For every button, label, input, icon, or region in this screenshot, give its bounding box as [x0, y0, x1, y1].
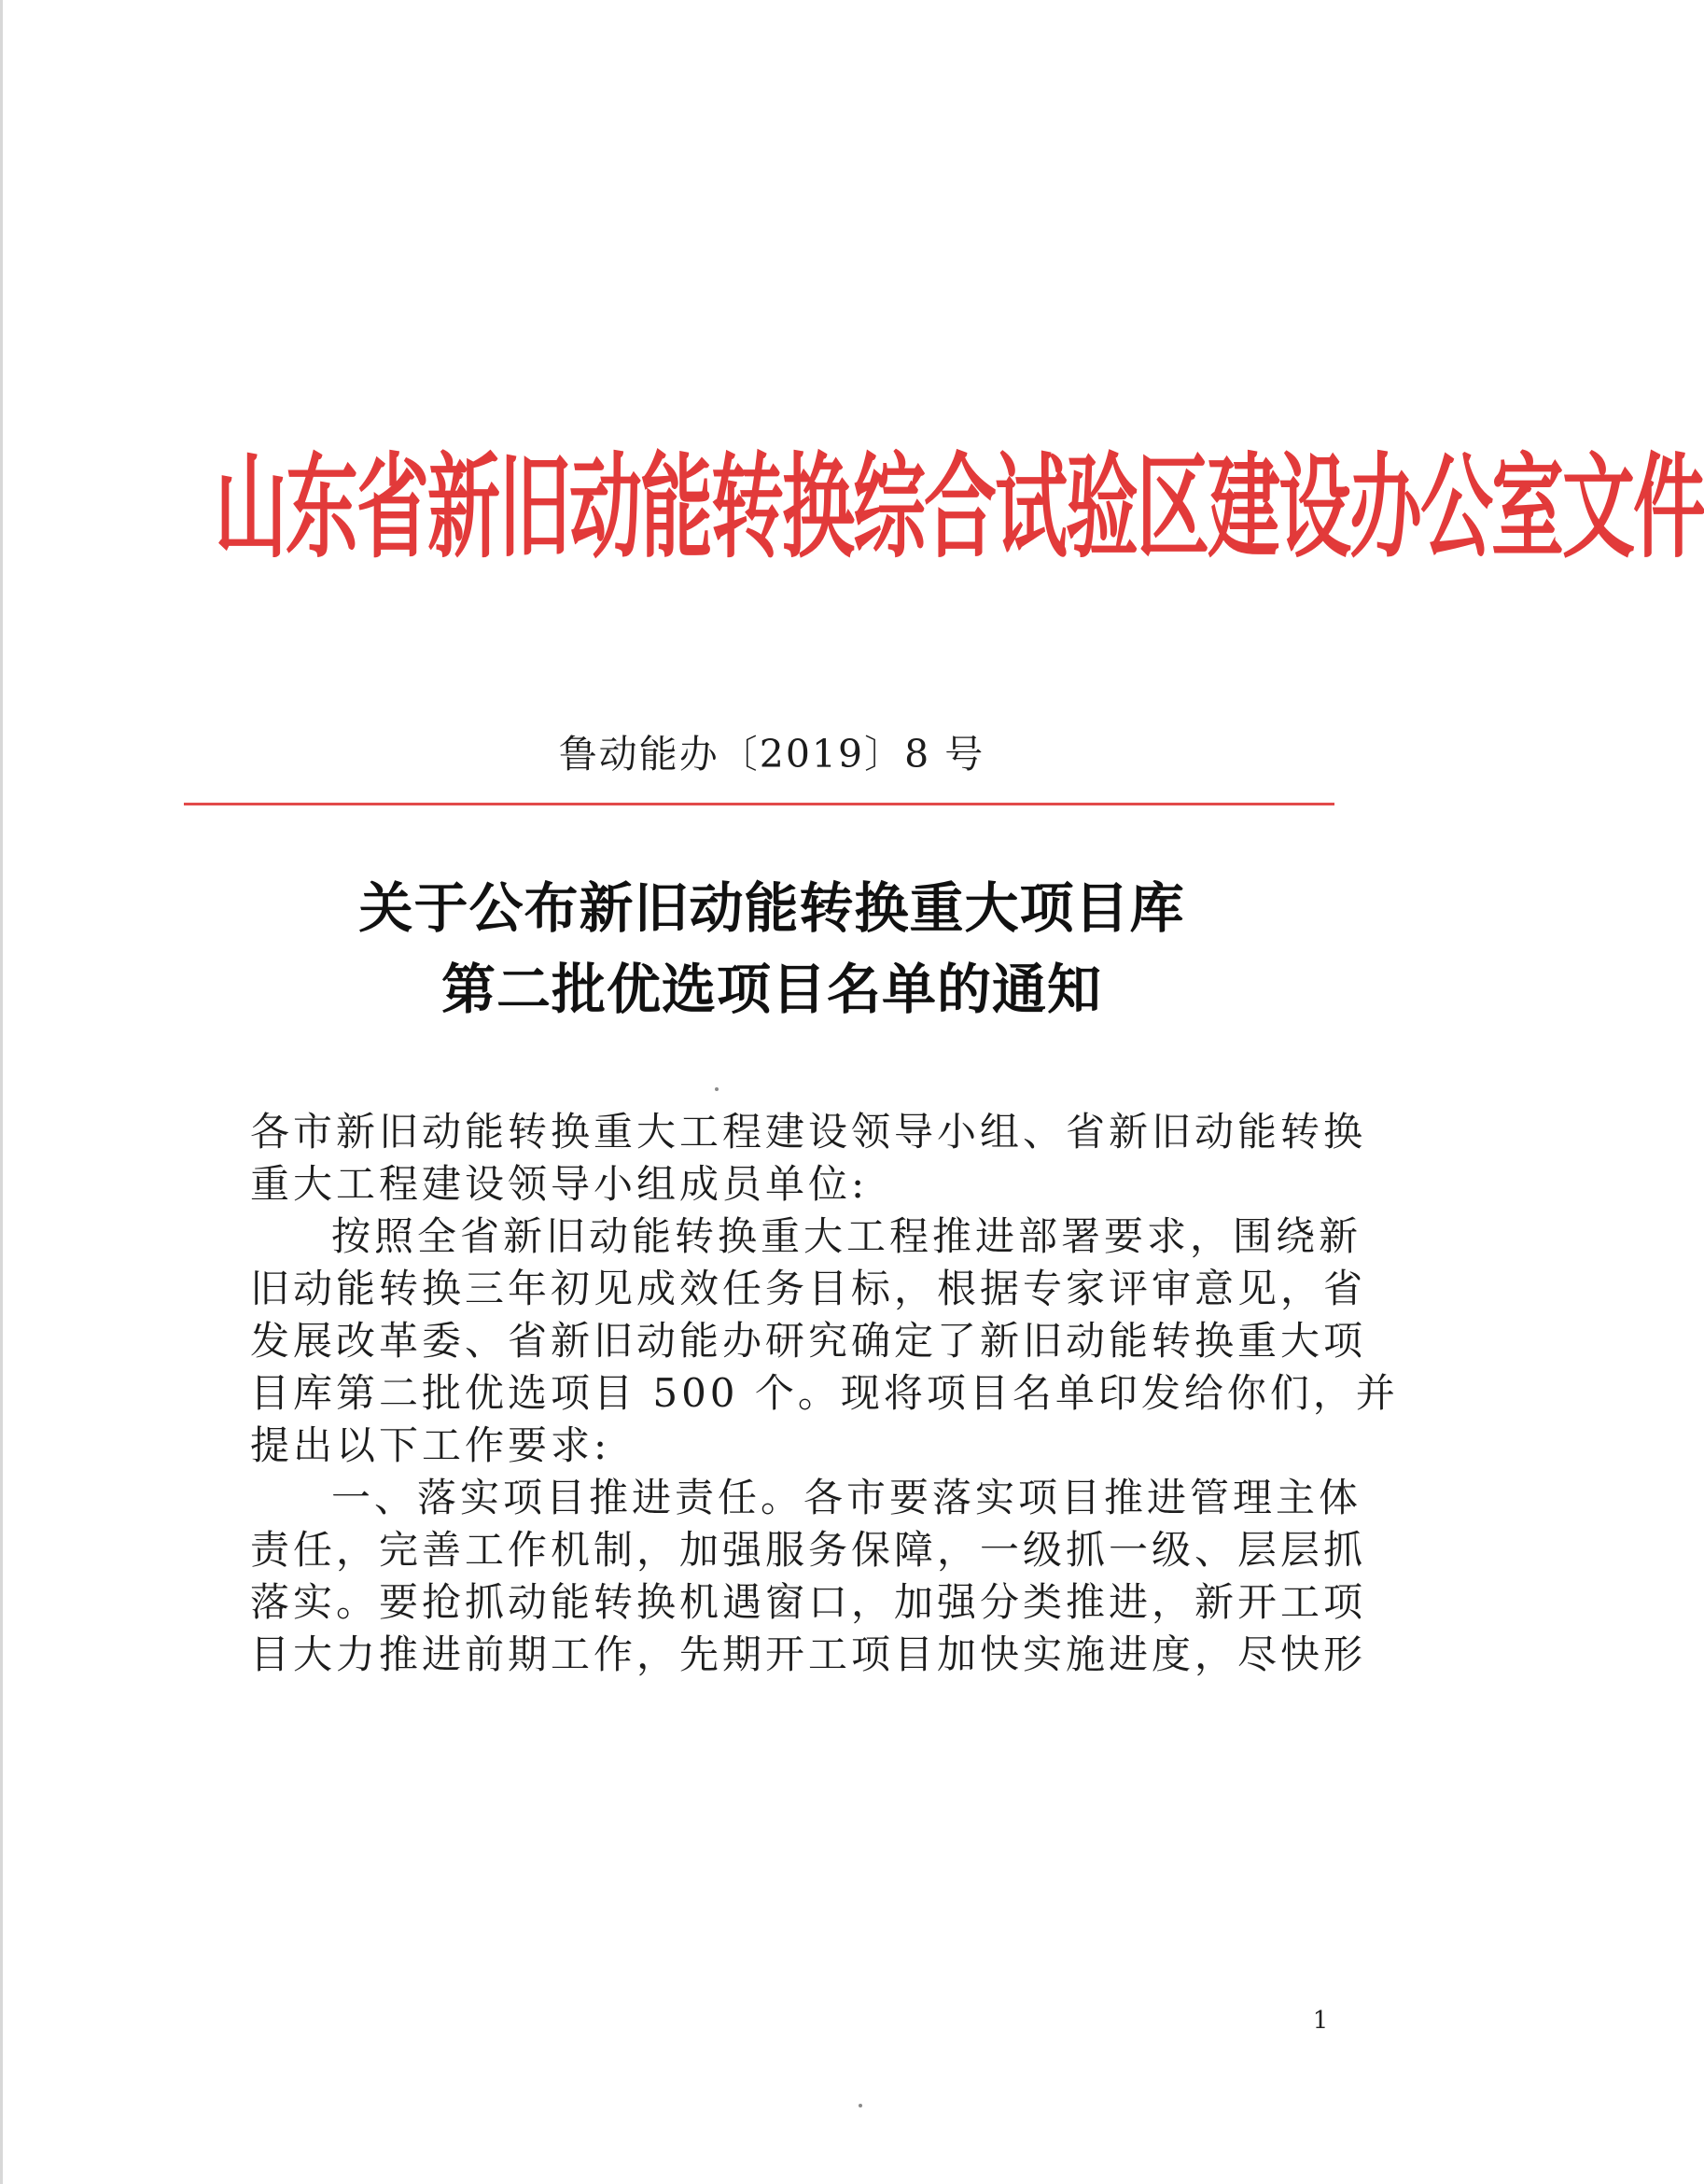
body-line-para1-5: 提出以下工作要求: [250, 1422, 611, 1468]
body-line-para1-4: 目库第二批优选项目 500 个。现将项目名单印发给你们，并 [250, 1370, 1399, 1416]
body-line-para2-1: 一、落实项目推进责任。各市要落实项目推进管理主体 [331, 1475, 1362, 1520]
notice-title-line-2: 第二批优选项目名单的通知 [440, 958, 1102, 1021]
document-number: 鲁动能办〔2019〕8 号 [558, 732, 985, 777]
body-line-para1-1: 按照全省新旧动能转换重大工程推进部署要求，围绕新 [331, 1213, 1362, 1259]
page-number: 1 [1312, 2007, 1329, 2035]
body-line-recipients-2: 重大工程建设领导小组成员单位: [250, 1161, 869, 1207]
body-line-para1-3: 发展改革委、省新旧动能办研究确定了新旧动能转换重大项 [250, 1318, 1367, 1364]
page-left-edge [0, 0, 3, 2184]
body-line-para2-4: 目大力推进前期工作，先期开工项目加快实施进度，尽快形 [250, 1631, 1367, 1677]
body-line-para1-2: 旧动能转换三年初见成效任务目标，根据专家评审意见，省 [250, 1266, 1367, 1311]
scan-speck [859, 2104, 862, 2107]
notice-title-line-1: 关于公布新旧动能转换重大项目库 [358, 876, 1185, 940]
red-divider-line [184, 803, 1334, 805]
body-line-recipients-1: 各市新旧动能转换重大工程建设领导小组、省新旧动能转换 [250, 1109, 1367, 1155]
body-line-para2-2: 责任，完善工作机制，加强服务保障，一级抓一级、层层抓 [250, 1527, 1367, 1573]
red-letterhead-title: 山东省新旧动能转换综合试验区建设办公室文件 [215, 441, 1704, 574]
body-line-para2-3: 落实。要抢抓动能转换机遇窗口，加强分类推进，新开工项 [250, 1579, 1367, 1625]
scan-speck [715, 1087, 719, 1091]
